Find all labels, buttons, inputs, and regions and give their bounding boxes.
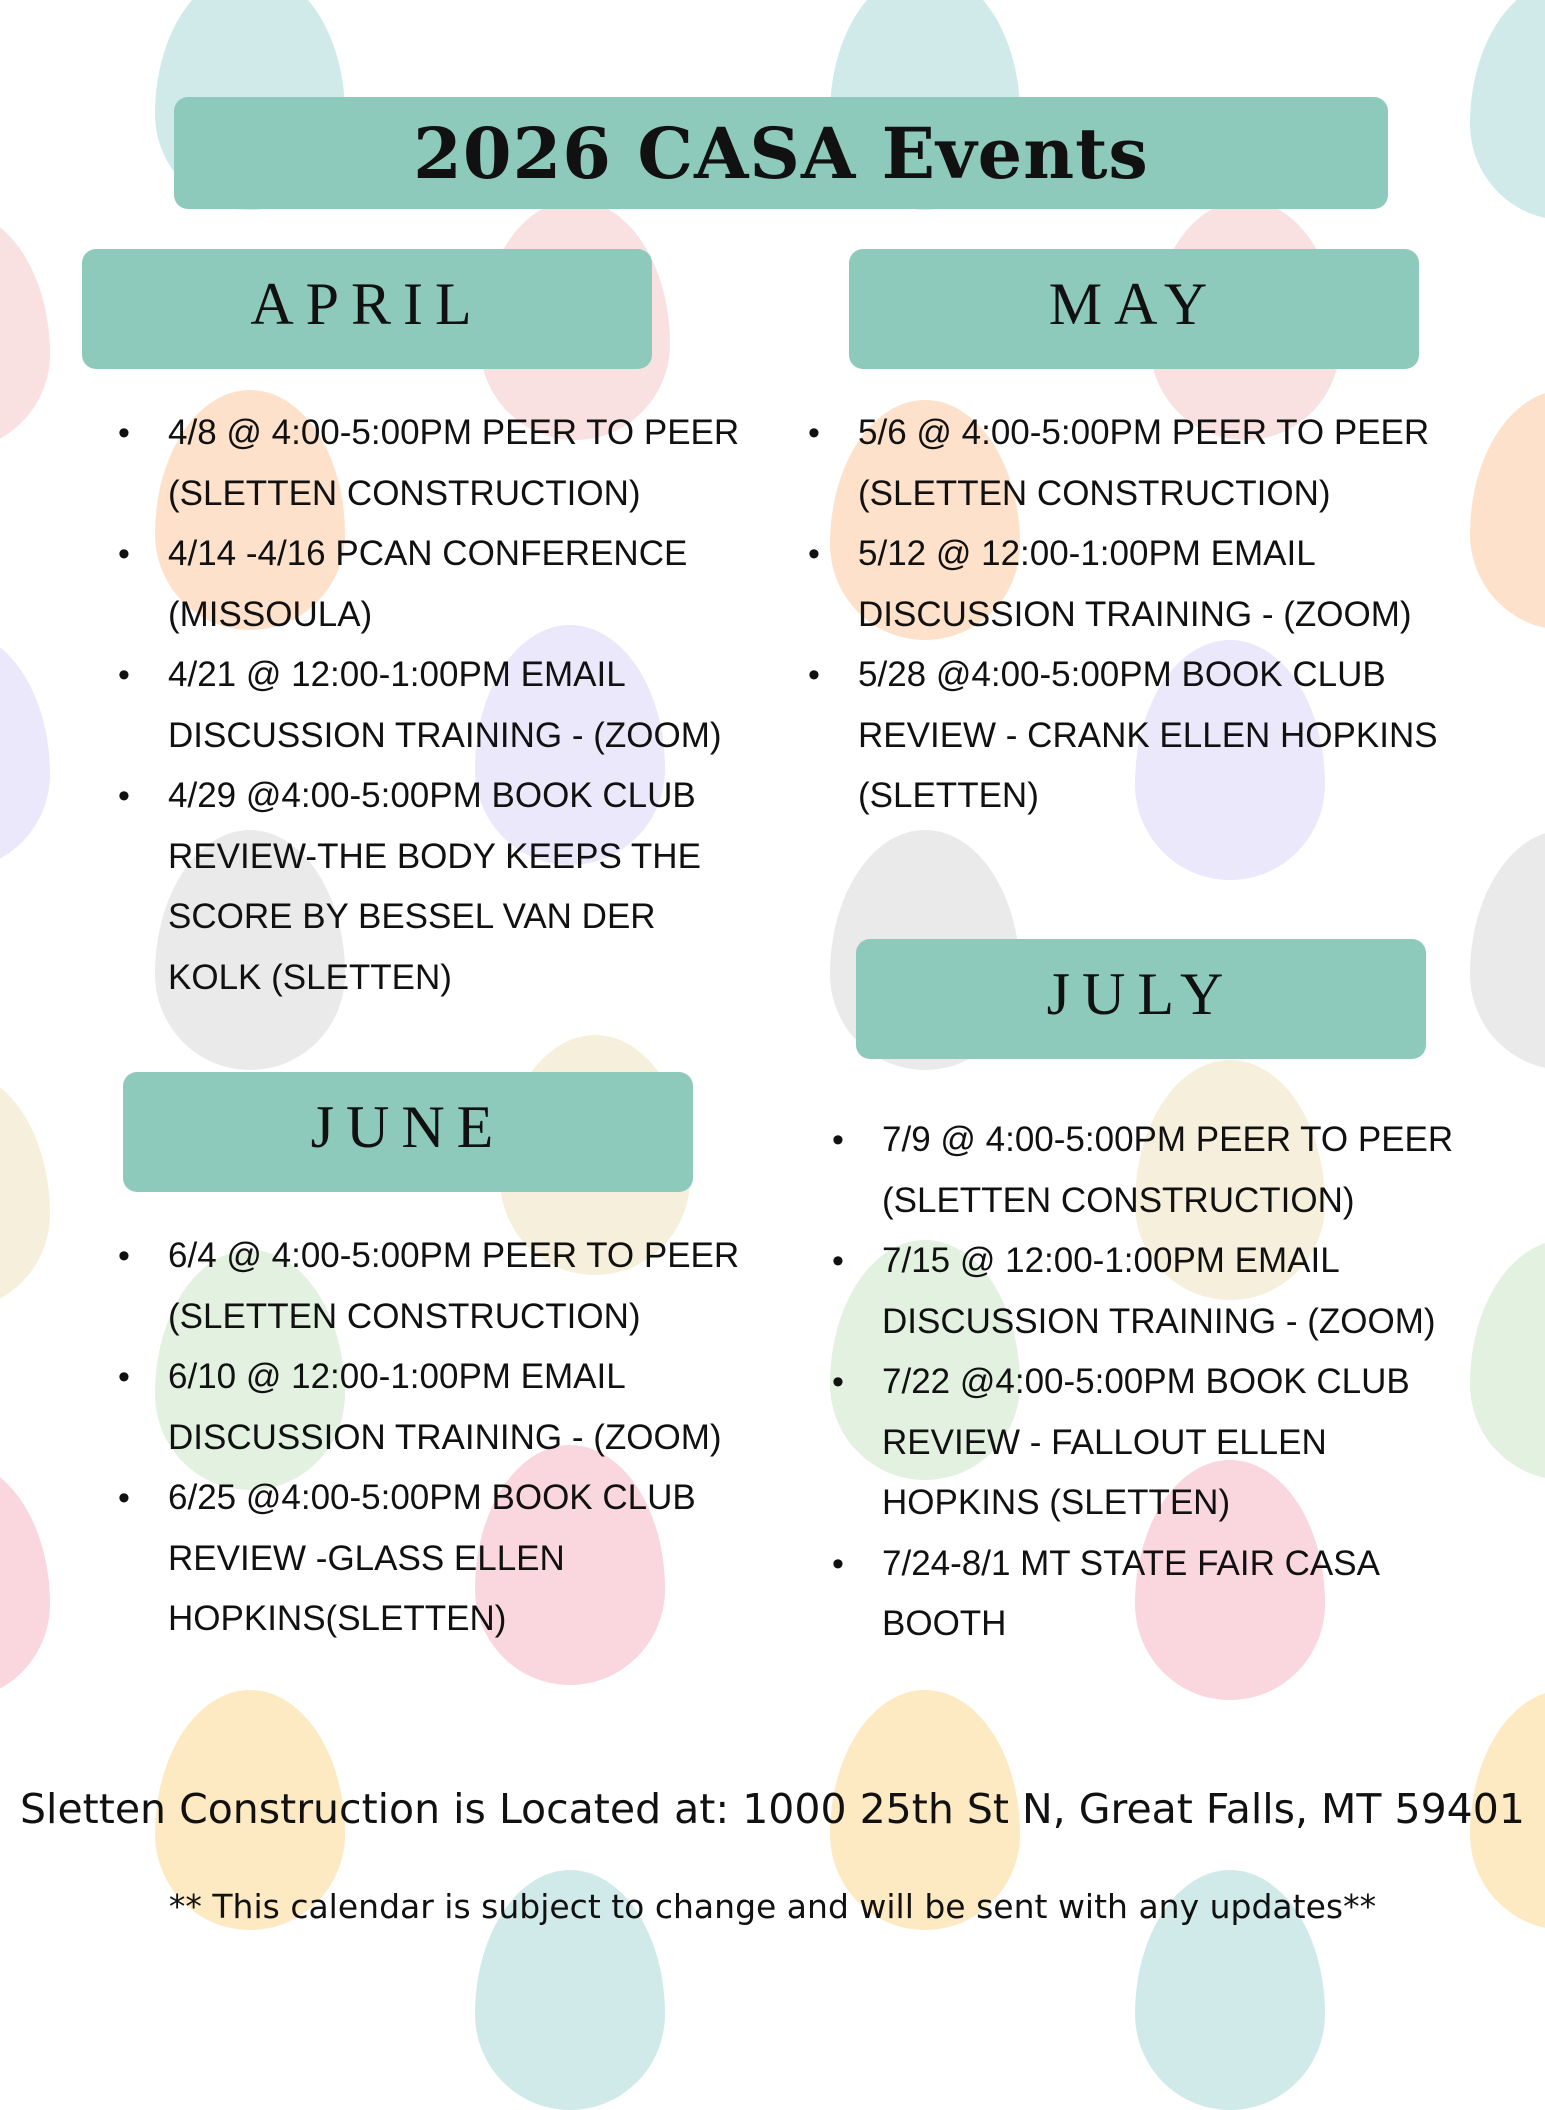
month-label: JULY xyxy=(1046,960,1236,1027)
may-events-list xyxy=(798,403,1458,827)
april-events-list xyxy=(108,403,758,1008)
month-label: APRIL xyxy=(250,270,484,337)
list-item: • 4/8 @ 4:00-5:00PM PEER TO PEER (SLETTEN CONSTRUCTION) xyxy=(108,403,758,524)
june-events-list xyxy=(108,1226,758,1650)
month-header-may xyxy=(849,249,1419,369)
list-item: • 4/14 -4/16 PCAN CONFERENCE (MISSOULA) xyxy=(108,524,758,645)
list-item: • 7/15 @ 12:00-1:00PM EMAIL DISCUSSION TRAINING - (ZOOM) xyxy=(822,1231,1462,1352)
list-item: • 5/12 @ 12:00-1:00PM EMAIL DISCUSSION TRAINING - (ZOOM) xyxy=(798,524,1458,645)
egg-decoration xyxy=(0,210,50,450)
july-events-list xyxy=(822,1110,1462,1655)
month-label: JUNE xyxy=(310,1093,506,1160)
list-item: • 6/25 @4:00-5:00PM BOOK CLUB REVIEW -GLASS ELLEN HOPKINS(SLETTEN) xyxy=(108,1468,758,1650)
list-item: • 6/10 @ 12:00-1:00PM EMAIL DISCUSSION TRAINING - (ZOOM) xyxy=(108,1347,758,1468)
egg-decoration xyxy=(1470,390,1545,630)
location-address: Sletten Construction is Located at: 1000 25th St N, Great Falls, MT 59401 xyxy=(20,1785,1525,1833)
egg-decoration xyxy=(1470,1240,1545,1480)
egg-decoration xyxy=(1470,830,1545,1070)
list-item: • 5/28 @4:00-5:00PM BOOK CLUB REVIEW - CRANK ELLEN HOPKINS (SLETTEN) xyxy=(798,645,1458,827)
egg-decoration xyxy=(0,1070,50,1310)
list-item: • 7/9 @ 4:00-5:00PM PEER TO PEER (SLETTEN CONSTRUCTION) xyxy=(822,1110,1462,1231)
disclaimer-note: ** This calendar is subject to change and will be sent with any updates** xyxy=(168,1887,1377,1926)
list-item: • 4/29 @4:00-5:00PM BOOK CLUB REVIEW-THE BODY KEEPS THE SCORE BY BESSEL VAN DER KOLK (SLETTEN) xyxy=(108,766,758,1008)
list-item: • 7/24-8/1 MT STATE FAIR CASA BOOTH xyxy=(822,1534,1462,1655)
list-item: • 4/21 @ 12:00-1:00PM EMAIL DISCUSSION TRAINING - (ZOOM) xyxy=(108,645,758,766)
month-header-july xyxy=(856,939,1426,1059)
list-item: • 6/4 @ 4:00-5:00PM PEER TO PEER (SLETTEN CONSTRUCTION) xyxy=(108,1226,758,1347)
page-title: 2026 CASA Events xyxy=(413,111,1149,195)
month-header-june xyxy=(123,1072,693,1192)
title-banner xyxy=(174,97,1388,209)
list-item: • 5/6 @ 4:00-5:00PM PEER TO PEER (SLETTEN CONSTRUCTION) xyxy=(798,403,1458,524)
egg-decoration xyxy=(1470,0,1545,220)
egg-decoration xyxy=(0,630,50,870)
month-label: MAY xyxy=(1048,270,1220,337)
month-header-april xyxy=(82,249,652,369)
list-item: • 7/22 @4:00-5:00PM BOOK CLUB REVIEW - FALLOUT ELLEN HOPKINS (SLETTEN) xyxy=(822,1352,1462,1534)
egg-decoration xyxy=(0,1460,50,1700)
